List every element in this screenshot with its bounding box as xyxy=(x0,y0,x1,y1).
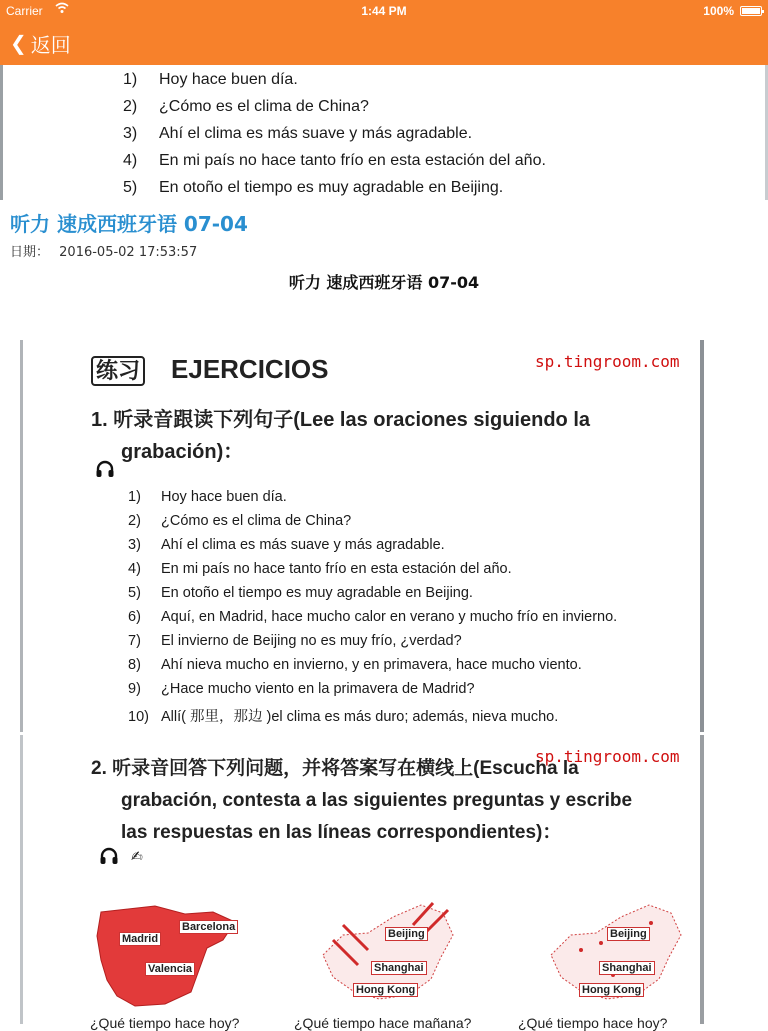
question-line: ¿Qué tiempo hace hoy? xyxy=(90,1015,240,1031)
navigation-bar xyxy=(0,0,768,65)
carrier-label: Carrier xyxy=(6,4,43,18)
sentence-line: 7) El invierno de Beijing no es muy frío, ¿verdad? xyxy=(128,633,462,649)
china-map: Beijing Shanghai Hong Kong xyxy=(313,895,463,1010)
back-button[interactable] xyxy=(10,30,71,56)
excerpt-line: 1) Hoy hace buen día. xyxy=(123,71,298,88)
sentence-line: 5) En otoño el tiempo es muy agradable en Beijing. xyxy=(128,585,473,601)
question-line: ¿Qué tiempo hace hoy? xyxy=(518,1015,668,1031)
exercise-header: 练习 EJERCICIOS xyxy=(91,354,329,385)
excerpt-line: 3) Ahí el clima es más suave y más agradable. xyxy=(123,125,473,142)
spain-map: Barcelona Madrid Valencia xyxy=(95,900,245,1010)
sentence-line: 8) Ahí nieva mucho en invierno, y en primavera, hace mucho viento. xyxy=(128,657,582,673)
battery-icon xyxy=(740,6,762,16)
date-label: 日期： xyxy=(10,245,50,260)
headphones-icon xyxy=(95,460,115,483)
watermark: sp.tingroom.com xyxy=(535,352,680,371)
scan-excerpt-image xyxy=(0,65,768,200)
status-bar xyxy=(0,0,768,22)
content-heading: 听力 速成西班牙语 07-04 xyxy=(288,273,480,292)
back-label: 返回 xyxy=(30,32,71,57)
excerpt-line: 4) En mi país no hace tanto frío en esta estación del año. xyxy=(123,152,546,169)
headphones-icon xyxy=(99,847,119,870)
clock: 1:44 PM xyxy=(361,4,407,18)
article-date xyxy=(10,241,197,260)
watermark: sp.tingroom.com xyxy=(535,747,680,766)
question-line: ¿Qué tiempo hace mañana? xyxy=(294,1015,472,1031)
scan-page-image xyxy=(20,340,704,732)
battery-percent: 100% xyxy=(703,4,734,18)
sentence-line: 6) Aquí, en Madrid, hace mucho calor en verano y mucho frío en invierno. xyxy=(128,609,618,625)
excerpt-line: 2) ¿Cómo es el clima de China? xyxy=(123,98,369,115)
chevron-left-icon: ❮ xyxy=(10,31,27,55)
sentence-line: 1) Hoy hace buen día. xyxy=(128,489,287,505)
article-title: 听力 速成西班牙语 07-04 xyxy=(10,212,248,236)
china-map: Beijing Shanghai Hong Kong xyxy=(541,895,691,1010)
sentence-line: 4) En mi país no hace tanto frío en esta estación del año. xyxy=(128,561,512,577)
excerpt-line: 5) En otoño el tiempo es muy agradable en Beijing. xyxy=(123,179,504,196)
scan-page-image-2 xyxy=(20,735,704,1024)
date-value: 2016-05-02 17:53:57 xyxy=(59,245,198,260)
instruction-2: 2. 听录音回答下列问题，并将答案写在横线上(Escucha la grabación, contesta a las siguientes preguntas y escribe las respuestas en las líneas correspondientes)： xyxy=(91,758,633,843)
sentence-line: 9) ¿Hace mucho viento en la primavera de Madrid? xyxy=(128,681,475,697)
pencil-icon: ✍ xyxy=(131,849,143,865)
instruction-1: 1. 听录音跟读下列句子(Lee las oraciones siguiendo la grabación)： xyxy=(91,409,590,463)
sentence-line: 3) Ahí el clima es más suave y más agradable. xyxy=(128,537,445,553)
sentence-line: 10) Allí( 那里，那边 )el clima es más duro; además, nieva mucho. xyxy=(128,709,559,725)
sentence-line: 2) ¿Cómo es el clima de China? xyxy=(128,513,352,529)
